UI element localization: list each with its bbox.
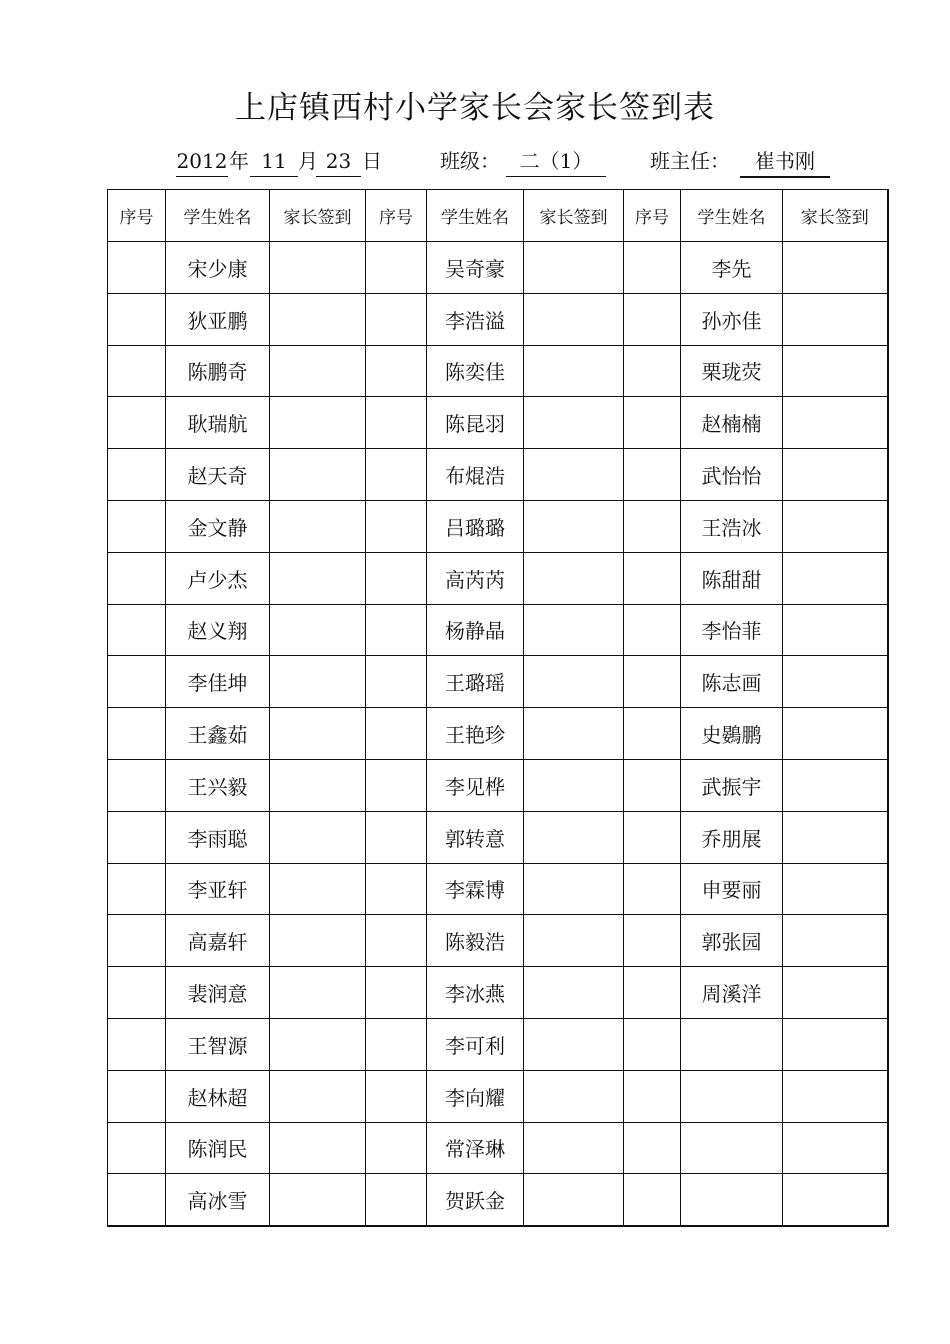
parent-sign-cell[interactable]: [270, 500, 366, 552]
seq-cell: [366, 242, 427, 294]
seq-cell: [366, 967, 427, 1019]
seq-cell: [108, 604, 166, 656]
parent-sign-cell[interactable]: [524, 242, 624, 294]
seq-cell: [366, 552, 427, 604]
parent-sign-cell[interactable]: [524, 811, 624, 863]
seq-cell: [366, 345, 427, 397]
seq-cell: [108, 449, 166, 501]
year-value: 2012: [176, 146, 228, 177]
seq-cell: [366, 1018, 427, 1070]
seq-cell: [624, 656, 681, 708]
seq-cell: [366, 397, 427, 449]
parent-sign-cell[interactable]: [783, 1070, 888, 1122]
student-name-cell: 李佳坤: [166, 656, 270, 708]
seq-cell: [624, 863, 681, 915]
table-row: [108, 1070, 888, 1122]
parent-sign-cell[interactable]: [783, 1174, 888, 1226]
year-unit: 年: [229, 149, 249, 173]
student-name-cell: [681, 1070, 783, 1122]
seq-cell: [624, 242, 681, 294]
seq-cell: [108, 708, 166, 760]
seq-cell: [624, 345, 681, 397]
seq-cell: [108, 500, 166, 552]
table-row: [108, 915, 888, 967]
seq-cell: [366, 604, 427, 656]
parent-sign-cell[interactable]: [524, 1174, 624, 1226]
parent-sign-cell[interactable]: [524, 604, 624, 656]
student-name-cell: 李冰燕: [427, 967, 524, 1019]
student-name-cell: 孙亦佳: [681, 293, 783, 345]
student-name-cell: 周溪洋: [681, 967, 783, 1019]
seq-cell: [366, 708, 427, 760]
student-name-cell: 高嘉轩: [166, 915, 270, 967]
student-name-cell: 栗珑荧: [681, 345, 783, 397]
student-name-cell: 史鷃鹏: [681, 708, 783, 760]
student-name-cell: 李霖博: [427, 863, 524, 915]
table-row: [108, 500, 888, 552]
table-row: [108, 552, 888, 604]
student-name-cell: 赵林超: [166, 1070, 270, 1122]
parent-sign-cell[interactable]: [524, 915, 624, 967]
seq-cell: [624, 500, 681, 552]
parent-sign-cell[interactable]: [783, 449, 888, 501]
parent-sign-cell[interactable]: [270, 915, 366, 967]
table-row: [108, 449, 888, 501]
seq-cell: [366, 863, 427, 915]
student-name-cell: [681, 1174, 783, 1226]
parent-sign-cell[interactable]: [524, 397, 624, 449]
student-name-cell: 王艳珍: [427, 708, 524, 760]
parent-sign-cell[interactable]: [783, 293, 888, 345]
student-name-cell: 宋少康: [166, 242, 270, 294]
student-name-cell: 杨静晶: [427, 604, 524, 656]
parent-sign-cell[interactable]: [524, 759, 624, 811]
sign-in-table: [107, 189, 889, 1227]
student-name-cell: 陈鹏奇: [166, 345, 270, 397]
parent-sign-cell[interactable]: [524, 552, 624, 604]
seq-cell: [108, 1174, 166, 1226]
student-name-cell: 陈毅浩: [427, 915, 524, 967]
seq-cell: [624, 604, 681, 656]
parent-sign-cell[interactable]: [270, 242, 366, 294]
table-row: [108, 397, 888, 449]
student-name-cell: 王智源: [166, 1018, 270, 1070]
student-name-cell: 赵楠楠: [681, 397, 783, 449]
table-row: [108, 242, 888, 294]
student-name-cell: 赵天奇: [166, 449, 270, 501]
parent-sign-cell[interactable]: [524, 656, 624, 708]
parent-sign-cell[interactable]: [524, 1122, 624, 1174]
table-row: [108, 811, 888, 863]
seq-cell: [366, 1122, 427, 1174]
student-name-cell: 卢少杰: [166, 552, 270, 604]
parent-sign-cell[interactable]: [524, 500, 624, 552]
seq-cell: [108, 345, 166, 397]
parent-sign-cell[interactable]: [524, 1018, 624, 1070]
student-name-cell: 陈昆羽: [427, 397, 524, 449]
student-name-cell: 郭张园: [681, 915, 783, 967]
parent-sign-cell[interactable]: [783, 397, 888, 449]
student-name-cell: 武怡怡: [681, 449, 783, 501]
seq-cell: [624, 967, 681, 1019]
parent-sign-cell[interactable]: [783, 759, 888, 811]
header-row: [108, 190, 888, 242]
seq-cell: [108, 656, 166, 708]
header-seq: 序号: [108, 190, 166, 242]
parent-sign-cell[interactable]: [270, 1122, 366, 1174]
parent-sign-cell[interactable]: [783, 552, 888, 604]
seq-cell: [624, 449, 681, 501]
parent-sign-cell[interactable]: [783, 345, 888, 397]
table-row: [108, 345, 888, 397]
header-student-name: 学生姓名: [166, 190, 270, 242]
table-row: [108, 656, 888, 708]
table-row: [108, 759, 888, 811]
month-value: 11: [250, 146, 298, 177]
student-name-cell: [681, 1122, 783, 1174]
seq-cell: [624, 759, 681, 811]
teacher-label: 班主任：: [650, 149, 730, 173]
student-name-cell: 王浩冰: [681, 500, 783, 552]
student-name-cell: 王兴毅: [166, 759, 270, 811]
student-name-cell: 陈甜甜: [681, 552, 783, 604]
seq-cell: [624, 708, 681, 760]
student-name-cell: 王璐瑶: [427, 656, 524, 708]
student-name-cell: [681, 1018, 783, 1070]
parent-sign-cell[interactable]: [524, 708, 624, 760]
class-label: 班级：: [440, 149, 500, 173]
seq-cell: [108, 293, 166, 345]
meta-line: [176, 146, 876, 178]
student-name-cell: 常泽琳: [427, 1122, 524, 1174]
table-row: [108, 967, 888, 1019]
parent-sign-cell[interactable]: [524, 1070, 624, 1122]
header-seq: 序号: [366, 190, 427, 242]
day-value: 23: [316, 146, 361, 177]
table-row: [108, 1174, 888, 1226]
seq-cell: [108, 863, 166, 915]
parent-sign-cell[interactable]: [270, 604, 366, 656]
parent-sign-cell[interactable]: [783, 967, 888, 1019]
student-name-cell: 高芮芮: [427, 552, 524, 604]
student-name-cell: 李怡菲: [681, 604, 783, 656]
seq-cell: [624, 397, 681, 449]
student-name-cell: 陈奕佳: [427, 345, 524, 397]
seq-cell: [108, 1070, 166, 1122]
parent-sign-cell[interactable]: [783, 811, 888, 863]
seq-cell: [366, 1174, 427, 1226]
parent-sign-cell[interactable]: [270, 967, 366, 1019]
student-name-cell: 耿瑞航: [166, 397, 270, 449]
parent-sign-cell[interactable]: [783, 604, 888, 656]
student-name-cell: 郭转意: [427, 811, 524, 863]
seq-cell: [366, 915, 427, 967]
student-name-cell: 布焜浩: [427, 449, 524, 501]
parent-sign-cell[interactable]: [524, 863, 624, 915]
seq-cell: [624, 293, 681, 345]
student-name-cell: 裴润意: [166, 967, 270, 1019]
student-name-cell: 高冰雪: [166, 1174, 270, 1226]
parent-sign-cell[interactable]: [270, 552, 366, 604]
seq-cell: [366, 811, 427, 863]
student-name-cell: 吴奇豪: [427, 242, 524, 294]
seq-cell: [624, 1070, 681, 1122]
table-row: [108, 293, 888, 345]
student-name-cell: 李先: [681, 242, 783, 294]
seq-cell: [108, 759, 166, 811]
seq-cell: [108, 1018, 166, 1070]
seq-cell: [366, 1070, 427, 1122]
student-name-cell: 狄亚鹏: [166, 293, 270, 345]
seq-cell: [624, 1174, 681, 1226]
student-name-cell: 王鑫茹: [166, 708, 270, 760]
parent-sign-cell[interactable]: [270, 1018, 366, 1070]
seq-cell: [108, 967, 166, 1019]
parent-sign-cell[interactable]: [524, 293, 624, 345]
seq-cell: [366, 449, 427, 501]
seq-cell: [108, 397, 166, 449]
parent-sign-cell[interactable]: [783, 863, 888, 915]
student-name-cell: 陈志画: [681, 656, 783, 708]
parent-sign-cell[interactable]: [783, 915, 888, 967]
student-name-cell: 申要丽: [681, 863, 783, 915]
student-name-cell: 李亚轩: [166, 863, 270, 915]
seq-cell: [624, 811, 681, 863]
student-name-cell: 李向耀: [427, 1070, 524, 1122]
parent-sign-cell[interactable]: [270, 1174, 366, 1226]
student-name-cell: 李浩溢: [427, 293, 524, 345]
header-parent-sign: 家长签到: [783, 190, 888, 242]
student-name-cell: 乔朋展: [681, 811, 783, 863]
seq-cell: [108, 242, 166, 294]
parent-sign-cell[interactable]: [270, 811, 366, 863]
seq-cell: [366, 656, 427, 708]
parent-sign-cell[interactable]: [270, 397, 366, 449]
class-value: 二（1）: [506, 146, 606, 177]
seq-cell: [624, 552, 681, 604]
seq-cell: [366, 500, 427, 552]
parent-sign-cell[interactable]: [783, 500, 888, 552]
header-student-name: 学生姓名: [427, 190, 524, 242]
parent-sign-cell[interactable]: [524, 345, 624, 397]
teacher-value: 崔书刚: [740, 146, 830, 178]
parent-sign-cell[interactable]: [783, 1018, 888, 1070]
student-name-cell: 吕璐璐: [427, 500, 524, 552]
seq-cell: [624, 915, 681, 967]
student-name-cell: 金文静: [166, 500, 270, 552]
day-unit: 日: [362, 149, 382, 173]
parent-sign-cell[interactable]: [524, 967, 624, 1019]
parent-sign-cell[interactable]: [783, 1122, 888, 1174]
table-row: [108, 1122, 888, 1174]
seq-cell: [624, 1018, 681, 1070]
table-row: [108, 708, 888, 760]
header-student-name: 学生姓名: [681, 190, 783, 242]
table-row: [108, 604, 888, 656]
seq-cell: [108, 552, 166, 604]
parent-sign-cell[interactable]: [270, 708, 366, 760]
parent-sign-cell[interactable]: [783, 708, 888, 760]
student-name-cell: 陈润民: [166, 1122, 270, 1174]
student-name-cell: 李雨聪: [166, 811, 270, 863]
parent-sign-cell[interactable]: [270, 345, 366, 397]
seq-cell: [366, 759, 427, 811]
month-unit: 月: [298, 149, 318, 173]
seq-cell: [624, 1122, 681, 1174]
student-name-cell: 武振宇: [681, 759, 783, 811]
parent-sign-cell[interactable]: [783, 242, 888, 294]
header-parent-sign: 家长签到: [524, 190, 624, 242]
student-name-cell: 赵义翔: [166, 604, 270, 656]
table-row: [108, 863, 888, 915]
parent-sign-cell[interactable]: [270, 449, 366, 501]
parent-sign-cell[interactable]: [270, 293, 366, 345]
seq-cell: [366, 293, 427, 345]
parent-sign-cell[interactable]: [524, 449, 624, 501]
seq-cell: [108, 811, 166, 863]
student-name-cell: 李见桦: [427, 759, 524, 811]
header-seq: 序号: [624, 190, 681, 242]
parent-sign-cell[interactable]: [270, 656, 366, 708]
parent-sign-cell[interactable]: [270, 863, 366, 915]
seq-cell: [108, 915, 166, 967]
seq-cell: [108, 1122, 166, 1174]
table-row: [108, 1018, 888, 1070]
student-name-cell: 李可利: [427, 1018, 524, 1070]
header-parent-sign: 家长签到: [270, 190, 366, 242]
parent-sign-cell[interactable]: [270, 759, 366, 811]
student-name-cell: 贺跃金: [427, 1174, 524, 1226]
parent-sign-cell[interactable]: [783, 656, 888, 708]
parent-sign-cell[interactable]: [270, 1070, 366, 1122]
page-title: 上店镇西村小学家长会家长签到表: [235, 90, 715, 126]
